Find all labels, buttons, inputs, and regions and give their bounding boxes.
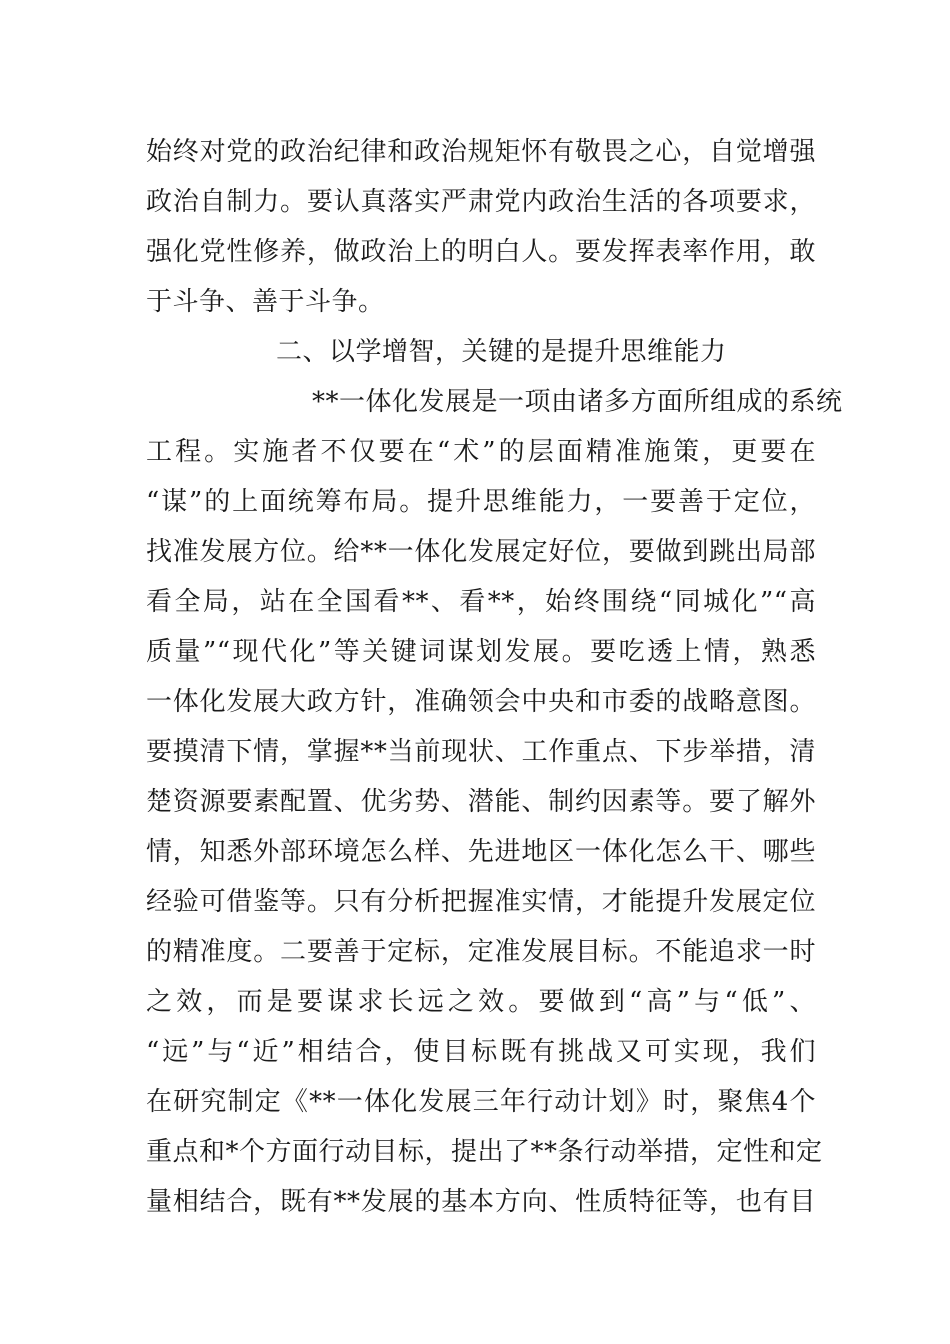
text-line: 之效，而是要谋求长远之效。要做到“高”与“低”、 xyxy=(146,987,816,1017)
text-line: 量相结合，既有**发展的基本方向、性质特征等，也有目 xyxy=(146,1187,816,1217)
text-line: “远”与“近”相结合，使目标既有挑战又可实现，我们 xyxy=(146,1037,816,1067)
text-line: 看全局，站在全国看**、看**，始终围绕“同城化”“高 xyxy=(146,587,816,617)
text-line: 的精准度。二要善于定标，定准发展目标。不能追求一时 xyxy=(146,937,816,967)
text-line: 一体化发展大政方针，准确领会中央和市委的战略意图。 xyxy=(146,687,816,717)
text-line: 在研究制定《**一体化发展三年行动计划》时，聚焦4个 xyxy=(146,1087,816,1117)
text-line: 于斗争、善于斗争。 xyxy=(146,287,385,317)
text-line: 楚资源要素配置、优劣势、潜能、制约因素等。要了解外 xyxy=(146,787,816,817)
text-line: 质量”“现代化”等关键词谋划发展。要吃透上情，熟悉 xyxy=(146,637,816,667)
text-line: 强化党性修养，做政治上的明白人。要发挥表率作用，敢 xyxy=(146,237,816,267)
text-line: 政治自制力。要认真落实严肃党内政治生活的各项要求， xyxy=(146,187,816,217)
text-line: 要摸清下情，掌握**当前现状、工作重点、下步举措，清 xyxy=(146,737,816,767)
text-line: **一体化发展是一项由诸多方面所组成的系统 xyxy=(312,387,843,417)
section-heading: 二、以学增智，关键的是提升思维能力 xyxy=(276,337,727,367)
text-line: 重点和*个方面行动目标，提出了**条行动举措，定性和定 xyxy=(146,1137,823,1167)
text-line: 工程。实施者不仅要在“术”的层面精准施策，更要在 xyxy=(146,437,816,467)
text-line: 始终对党的政治纪律和政治规矩怀有敬畏之心，自觉增强 xyxy=(146,137,816,167)
text-line: 找准发展方位。给**一体化发展定好位，要做到跳出局部 xyxy=(146,537,816,567)
text-line: 情，知悉外部环境怎么样、先进地区一体化怎么干、哪些 xyxy=(146,837,816,867)
text-line: “谋”的上面统筹布局。提升思维能力，一要善于定位， xyxy=(146,487,816,517)
text-line: 经验可借鉴等。只有分析把握准实情，才能提升发展定位 xyxy=(146,887,816,917)
